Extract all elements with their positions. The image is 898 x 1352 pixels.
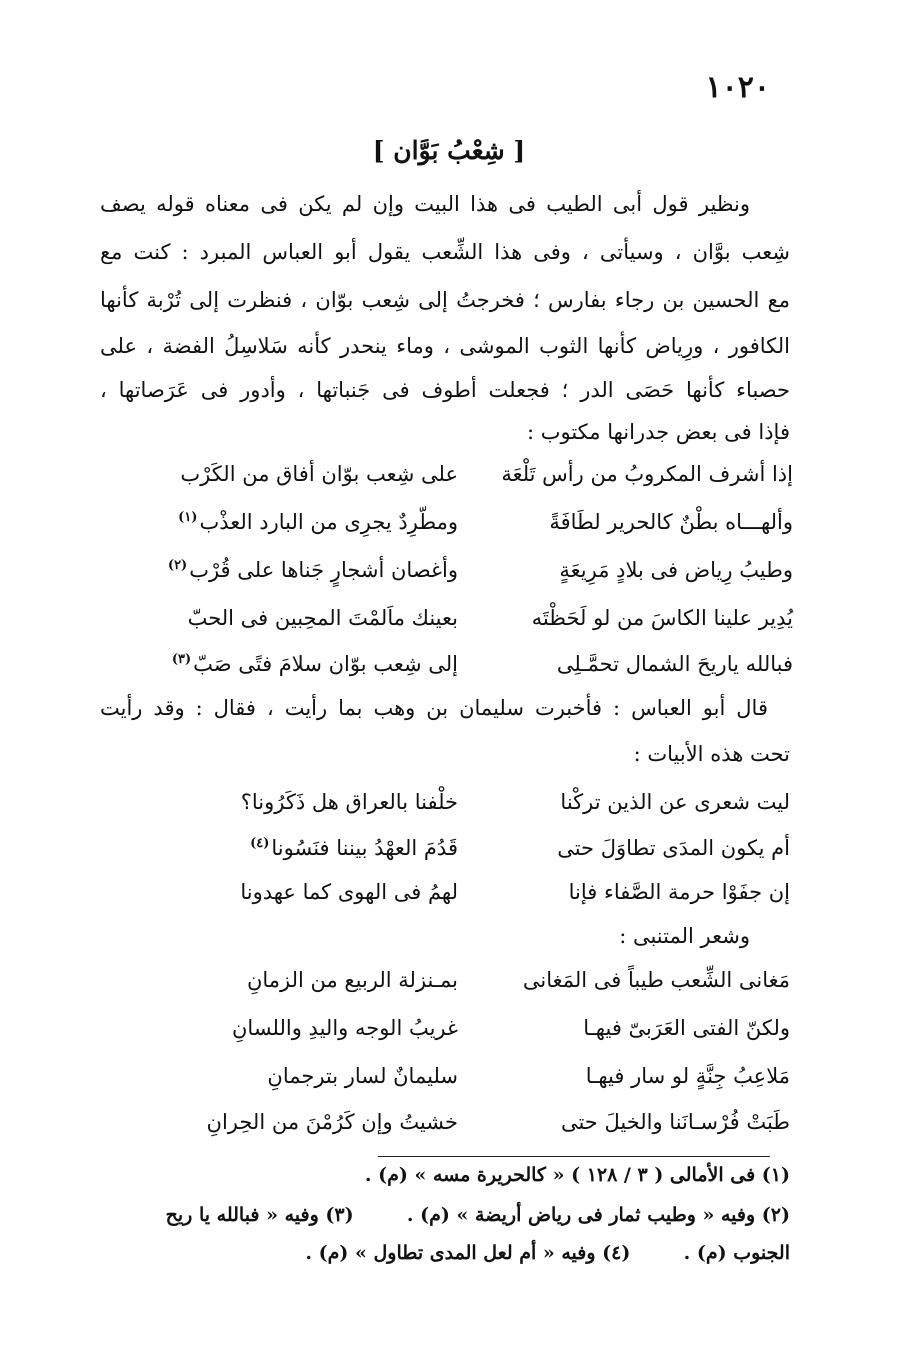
footnote-marker: (٢) [167,558,188,573]
section-heading: [ شِعْبُ بَوَّان ] [372,136,526,165]
footnote-line [305,1242,790,1264]
verse-first-hemistich: إذا أشرف المكروبُ من رأس تَلْعَة [501,462,793,486]
verse-first-hemistich: مَلاعِبُ جِنَّةٍ لو سار فيهـا [585,1064,790,1088]
verse-second-hemistich: بعينك ماَلمْتَ المحِبين فى الحبّ [187,606,458,630]
footnote-rule [378,1156,770,1157]
footnote-marker: (٣) [171,652,192,667]
paragraph-line: وشعر المتنبى : [619,924,750,948]
page-number: ١٠٢٠ [705,70,770,105]
footnote: (١) فى الأمالى ( ٣ / ١٢٨ ) « كالحريرة مسه » (م) . [364,1164,790,1186]
verse-second-hemistich: غريبُ الوجه واليدِ واللسانِ [232,1016,458,1040]
verse-first-hemistich: مَغانى الشِّعب طيباً فى المَغانى [522,968,790,992]
verse-second-hemistich: خلْفنا بالعراق هل ذَكَرُونا؟ [240,790,458,814]
paragraph-line: ونظير قول أبى الطيب فى هذا البيت وإن لم يكن فى معناه قوله يصف [100,192,750,216]
footnote-line [166,1204,790,1226]
verse-second-hemistich: لهمُ فى الهوى كما عهدونا [240,880,458,904]
verse-first-hemistich: أم يكون المدَى تطاوَلَ حتى [557,836,790,860]
verse-first-hemistich: ليت شعرى عن الذين تركْنا [560,790,790,814]
paragraph-line: شِعب بوَّان ، وسيأتى ، وفى هذا الشِّعب يقول أبو العباس المبرد : كنت مع [100,240,790,264]
footnote-continuation: الجنوب (م) . [683,1242,790,1264]
verse-first-hemistich: يُدِير علينا الكاسَ من لو لَحَظْتَه [531,606,793,630]
footnote: (٤) وفيه « أم لعل المدى تطاول » (م) . [305,1242,631,1264]
footnote: (٣) وفيه « فبالله يا ريح [165,1204,354,1226]
footnote: (٢) وفيه « وطيب ثمار فى رياض أريضة » (م) . [406,1204,790,1226]
verse-first-hemistich: وطيبُ رِياض فى بلادٍ مَرِيعَةٍ [559,558,793,582]
footnote-marker: (١) [178,510,198,525]
paragraph-line: حصباء كأنها حَصَى الدر ؛ فجعلت أطوف فى جَنباتها ، وأدور فى عَرَصاتها ، [100,378,790,402]
paragraph-line: مع الحسين بن رجاء بفارس ؛ فخرجتُ إلى شِعب بوّان ، فنظرت إلى تُرْبة كأنها [100,288,790,312]
verse-first-hemistich: إن جفَوْا حرمة الصَّفاء فإنا [568,880,790,904]
verse-second-hemistich: إلى شِعب بوّان سلامَ فتًى صَبّ$^{(٣)}$ [171,652,458,676]
paragraph-line: تحت هذه الأبيات : [633,742,790,766]
verse-second-hemistich: خشيتُ وإن كَرُمْنَ من الحِرانِ [206,1110,458,1134]
verse-first-hemistich: وألهـــاه بطْنٌ كالحرير لطَافَةً [549,510,793,534]
verse-second-hemistich: سليمانٌ لسار بترجمانِ [267,1064,458,1088]
paragraph-line: فإذا فى بعض جدرانها مكتوب : [526,420,790,444]
verse-second-hemistich: وأغصان أشجارٍ جَناها على قُرْب$^{(٢)}$ [167,558,458,582]
paragraph-line: الكافور ، ورِياض كأنها الثوب الموشى ، وماء ينحدر كأنه سَلاسِلُ الفضة ، على [100,334,790,358]
paragraph-line: قال أبو العباس : فأخبرت سليمان بن وهب بما رأيت ، فقال : وقد رأيت [100,696,768,720]
verse-second-hemistich: على شِعب بوّان أفاق من الكَرْب [180,462,458,486]
verse-first-hemistich: فبالله ياريحَ الشمال تحمَّـلِى [556,652,793,676]
verse-first-hemistich: ولكنّ الفتى العَرَبىّ فيهـا [583,1016,790,1040]
verse-second-hemistich: بمـنزلة الربيع من الزمانِ [246,968,458,992]
verse-first-hemistich: طَبَتْ فُرْسـانَنا والخيلَ حتى [560,1110,790,1134]
verse-second-hemistich: ومطّرِدٌ يجرِى من البارد العذْب$^{(١)}$ [178,510,458,534]
verse-second-hemistich: قَدُمَ العهْدُ بيننا فنَسُونا$^{(٤)}$ [250,836,458,860]
footnote-marker: (٤) [250,836,270,851]
